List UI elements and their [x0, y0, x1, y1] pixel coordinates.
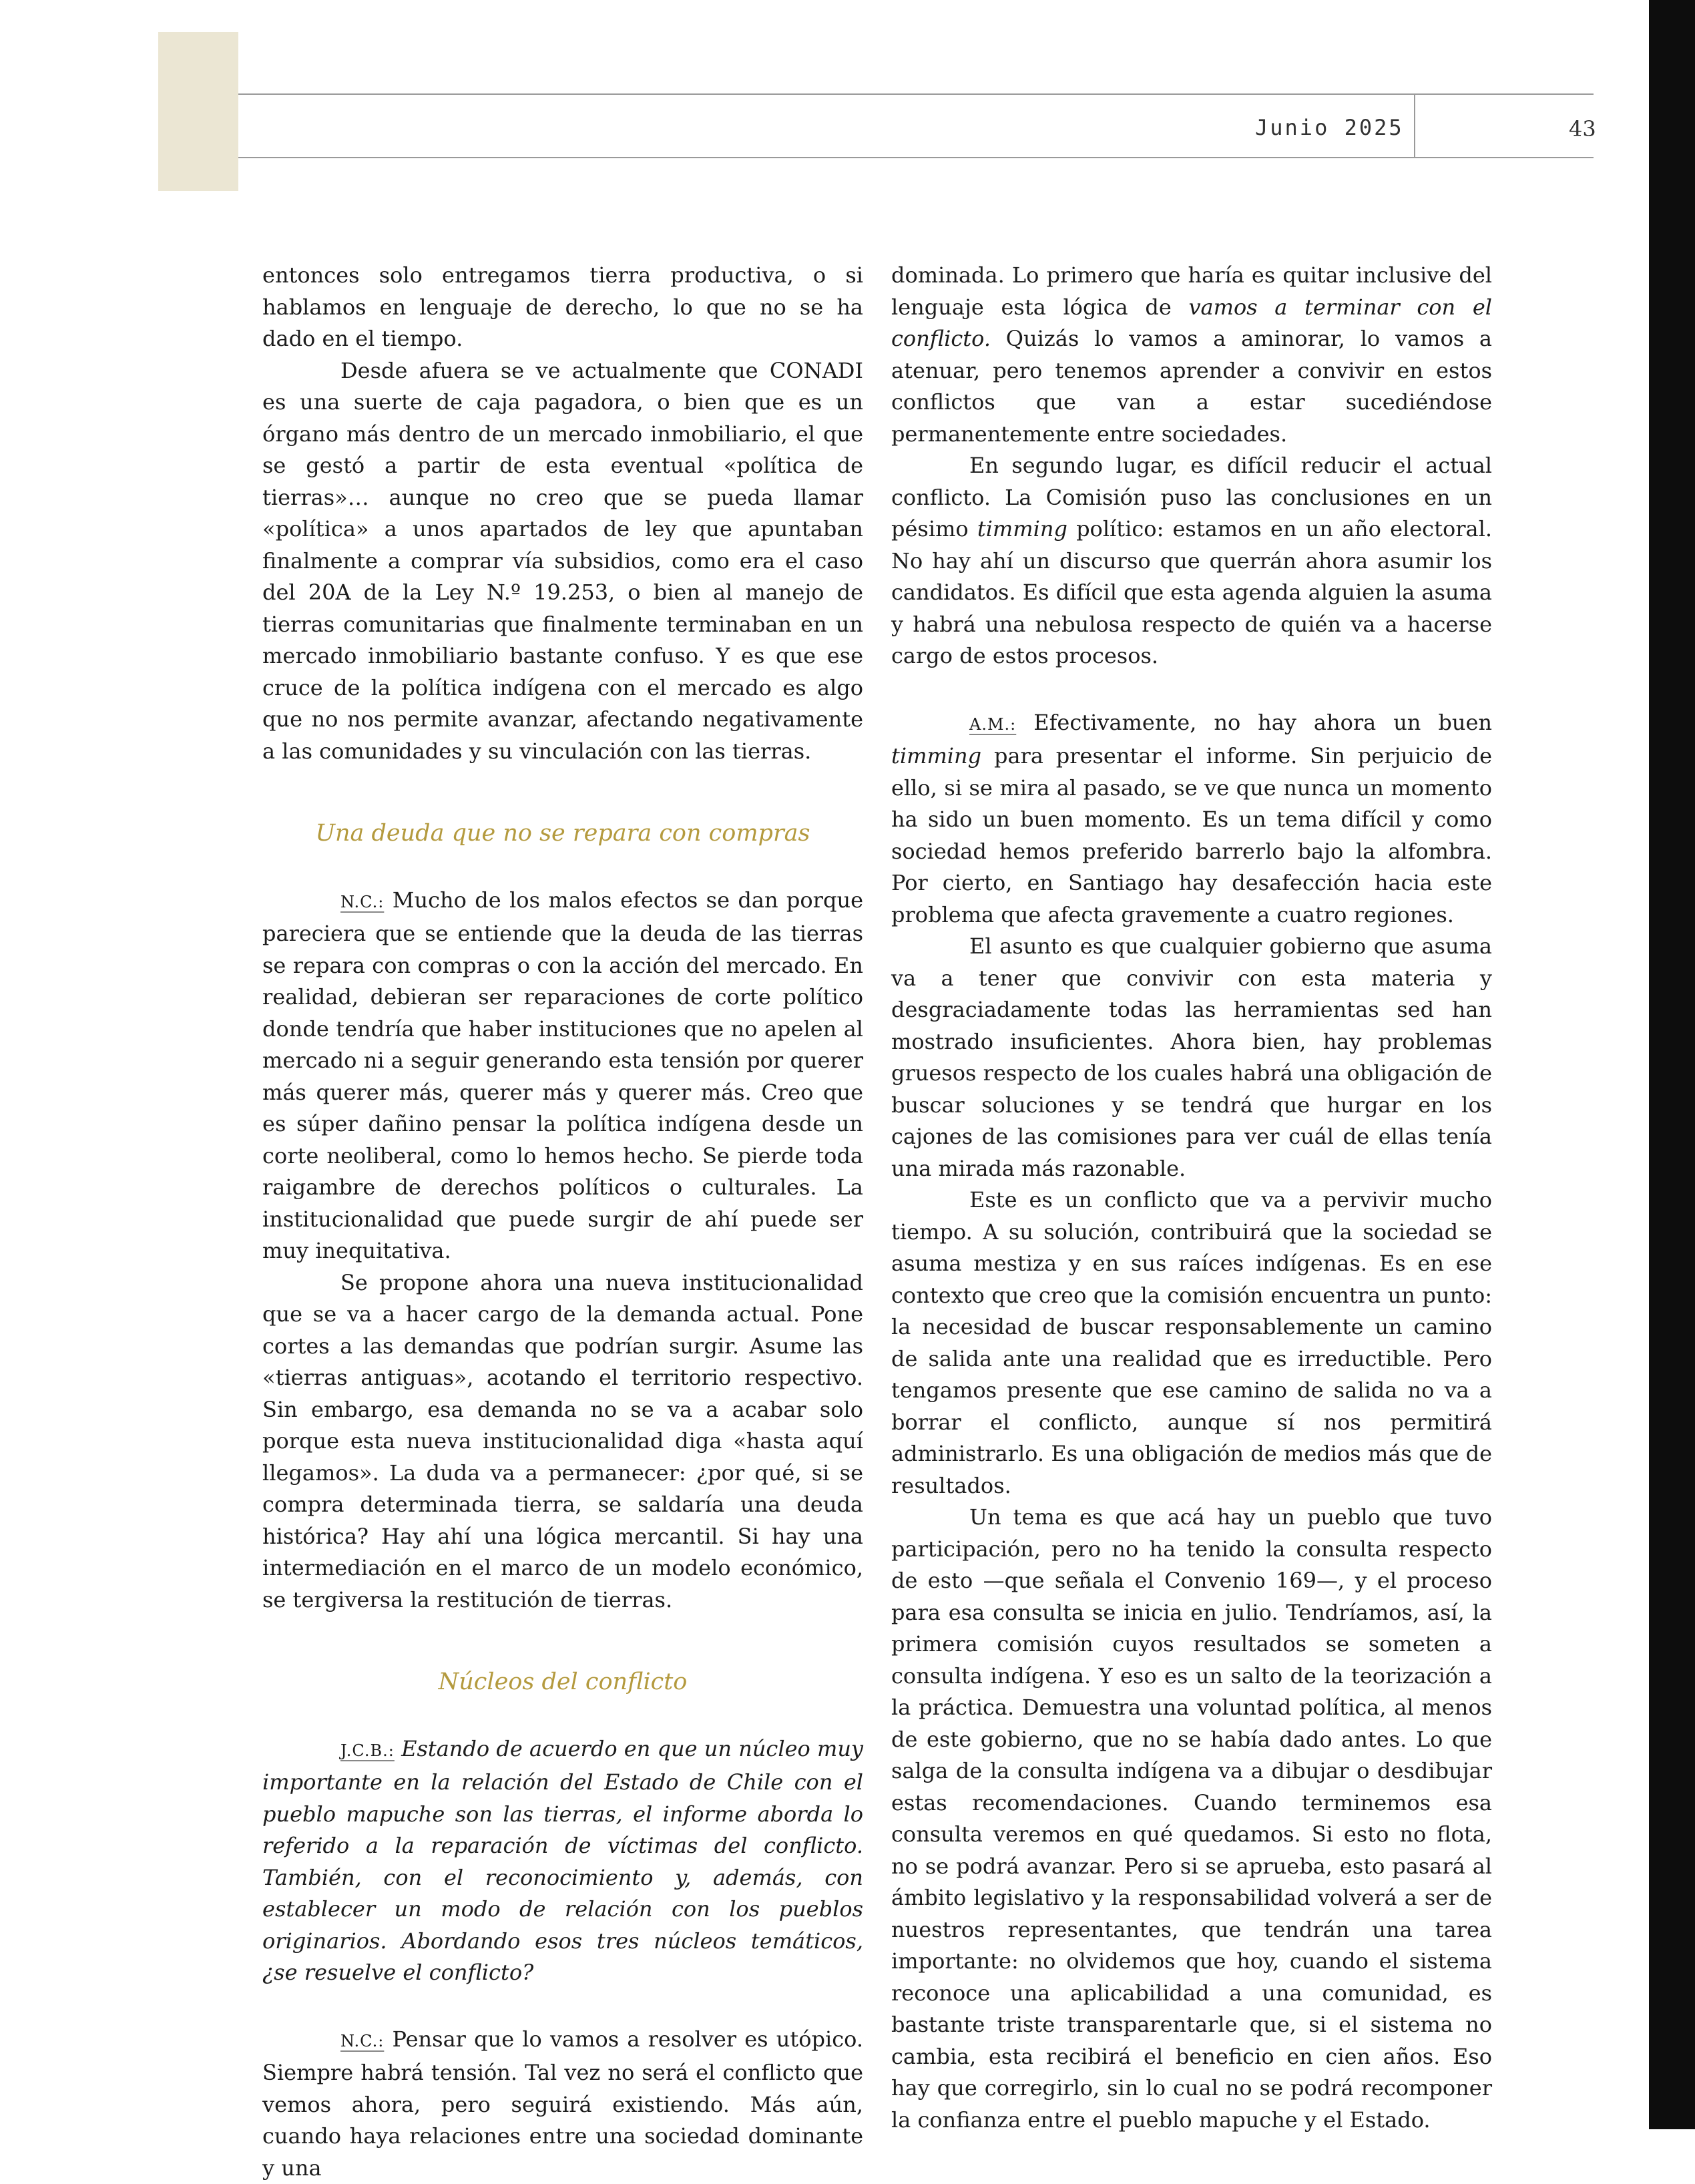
text-run: Quizás lo vamos a aminorar, lo vamos a atenuar, pero tenemos aprender a convivir en estos conflictos que van a estar sucediéndose permanentemente entre sociedades.: [891, 326, 1492, 447]
header-rule-top: [238, 93, 1594, 95]
page-edge-bar: [1649, 0, 1695, 2129]
speaker-paragraph: [262, 885, 863, 1267]
question-paragraph: [262, 1733, 863, 1989]
header-rule-bottom: [238, 157, 1594, 158]
paragraph-text: Pensar que lo vamos a resolver es utópico. Siempre habrá tensión. Tal vez no será el conflicto que vemos ahora, pero seguirá existiendo. Más aún, cuando haya relaciones entre una sociedad dominante y una: [262, 2026, 863, 2181]
right-column: [891, 260, 1492, 2136]
emphasis: vamos a terminar con el conflicto.: [891, 294, 1492, 352]
paragraph: Este es un conflicto que va a pervivir mucho tiempo. A su solución, contribuirá que la sociedad se asuma mestiza y en sus raíces indígenas. Es en ese contexto que creo que la comisión encuentra un punto: la necesidad de buscar responsablemente un camino de salida ante una realidad que es irreductible. Pero tengamos presente que ese camino de salida no va a borrar el conflicto, aunque sí nos permitirá administrarlo. Es una obligación de medios más que de resultados.: [891, 1184, 1492, 1502]
paragraph: entonces solo entregamos tierra productiva, o si hablamos en lenguaje de derecho, lo que no se ha dado en el tiempo.: [262, 260, 863, 355]
speaker-paragraph: [262, 2024, 863, 2184]
emphasis: timming: [891, 743, 981, 769]
text-run: para presentar el informe. Sin perjuicio de ello, si se mira al pasado, se ve que nunca un momento ha sido un buen momento. Es un tema difícil y como sociedad hemos preferido barrerlo bajo la alfombra. Por cierto, en Santiago hay desafección hacia este problema que afecta gravemente a cuatro regiones.: [891, 743, 1492, 927]
section-title: Núcleos del conflicto: [262, 1667, 863, 1699]
spacer: [891, 672, 1492, 707]
section-title: Una deuda que no se repara con compras: [262, 818, 863, 850]
paragraph-text: Mucho de los malos efectos se dan porque pareciera que se entiende que la deuda de las tierras se repara con compras o con la acción del mercado. En realidad, debieran ser reparaciones de corte político donde tendría que haber instituciones que no apelen al mercado ni a seguir generando esta tensión por querer más querer más, querer más y querer más. Creo que es súper dañino pensar la política indígena desde un corte neoliberal, como lo hemos hecho. Se pierde toda raigambre de derechos políticos o culturales. La institucionalidad que puede surgir de ahí puede ser muy inequitativa.: [262, 887, 863, 1264]
paragraph: Desde afuera se ve actualmente que CONADI es una suerte de caja pagadora, o bien que es un órgano más dentro de un mercado inmobiliario, el que se gestó a partir de esta eventual «política de tierras»… aunque no creo que se pueda llamar «política» a unos apartados de ley que apuntaban finalmente a comprar vía subsidios, como era el caso del 20A de la Ley N.º 19.253, o bien al manejo de tierras comunitarias que finalmente terminaban en un mercado inmobiliario bastante confuso. Y es que ese cruce de la política indígena con el mercado es algo que no nos permite avanzar, afectando negativamente a las comunidades y su vinculación con las tierras.: [262, 355, 863, 768]
left-column: [262, 260, 863, 2184]
text-run: político: estamos en un año electoral. No hay ahí un discurso que querrán ahora asumir los candidatos. Es difícil que esta agenda alguien la asuma y habrá una nebulosa respecto de quién va a hacerse cargo de estos procesos.: [891, 516, 1492, 668]
text-run: En segundo lugar, es difícil reducir el actual conflicto. La Comisión puso las conclusiones en un pésimo: [891, 453, 1492, 541]
paragraph: Un tema es que acá hay un pueblo que tuvo participación, pero no ha tenido la consulta respecto de esto —que señala el Convenio 169—, y el proceso para esa consulta se inicia en julio. Tendríamos, así, la primera comisión cuyos resultados se someten a consulta indígena. Y eso es un salto de la teorización a la práctica. Demuestra una voluntad política, al menos de este gobierno, que no se había dado antes. Lo que salga de la consulta indígena va a dibujar o desdibujar estas recomendaciones. Cuando terminemos esa consulta veremos en qué quedamos. Si esto no flota, no se podrá avanzar. Pero si se aprueba, esto pasará al ámbito legislativo y la responsabilidad volverá a ser de nuestros representantes, que tendrán una tarea importante: no olvidemos que hoy, cuando el sistema reconoce una aplicabilidad a una comunidad, es bastante triste transparentarle que, si el sistema no cambia, esta recibirá el beneficio en cien años. Eso hay que corregirlo, sin lo cual no se podrá recomponer la confianza entre el pueblo mapuche y el Estado.: [891, 1502, 1492, 2136]
paragraph: [891, 260, 1492, 450]
page-tab-marker: [158, 32, 238, 191]
speaker-paragraph: [891, 707, 1492, 931]
text-run: Efectivamente, no hay ahora un buen: [1033, 710, 1492, 735]
speaker-label: N.C.:: [340, 893, 384, 911]
paragraph: Se propone ahora una nueva institucionalidad que se va a hacer cargo de la demanda actual. Pone cortes a las demandas que podrían surgir. Asume las «tierras antiguas», acotando el territorio respectivo. Sin embargo, esa demanda no se va a acabar solo porque esta nueva institucionalidad diga «hasta aquí llegamos». La duda va a permanecer: ¿por qué, si se compra determinada tierra, se saldaría una deuda histórica? Hay ahí una lógica mercantil. Si hay una intermediación en el marco de un modelo económico, se tergiversa la restitución de tierras.: [262, 1267, 863, 1616]
header-separator: [1414, 93, 1415, 158]
header-date: Junio 2025: [1255, 115, 1404, 140]
question-text: Estando de acuerdo en que un núcleo muy importante en la relación del Estado de Chile con el pueblo mapuche son las tierras, el informe aborda lo referido a la reparación de víctimas del conflicto. También, con el reconocimiento y, además, con establecer un modo de relación con los pueblos originarios. Abordando esos tres núcleos temáticos, ¿se resuelve el conflicto?: [262, 1736, 863, 1986]
paragraph: El asunto es que cualquier gobierno que asuma va a tener que convivir con esta materia y desgraciadamente todas las herramientas sed han mostrado insuficientes. Ahora bien, hay problemas gruesos respecto de los cuales habrá una obligación de buscar soluciones y se tendrá que hurgar en los cajones de las comisiones para ver cuál de ellas tenía una mirada más razonable.: [891, 931, 1492, 1184]
emphasis: timming: [977, 516, 1067, 541]
paragraph: [891, 450, 1492, 672]
spacer: [262, 1989, 863, 2024]
page-number: 43: [1569, 116, 1596, 142]
speaker-label: A.M.:: [969, 715, 1016, 734]
text-run: dominada. Lo primero que haría es quitar inclusive del lenguaje esta lógica de: [891, 262, 1492, 320]
speaker-label: N.C.:: [340, 2032, 384, 2050]
speaker-label: J.C.B.:: [340, 1741, 395, 1760]
